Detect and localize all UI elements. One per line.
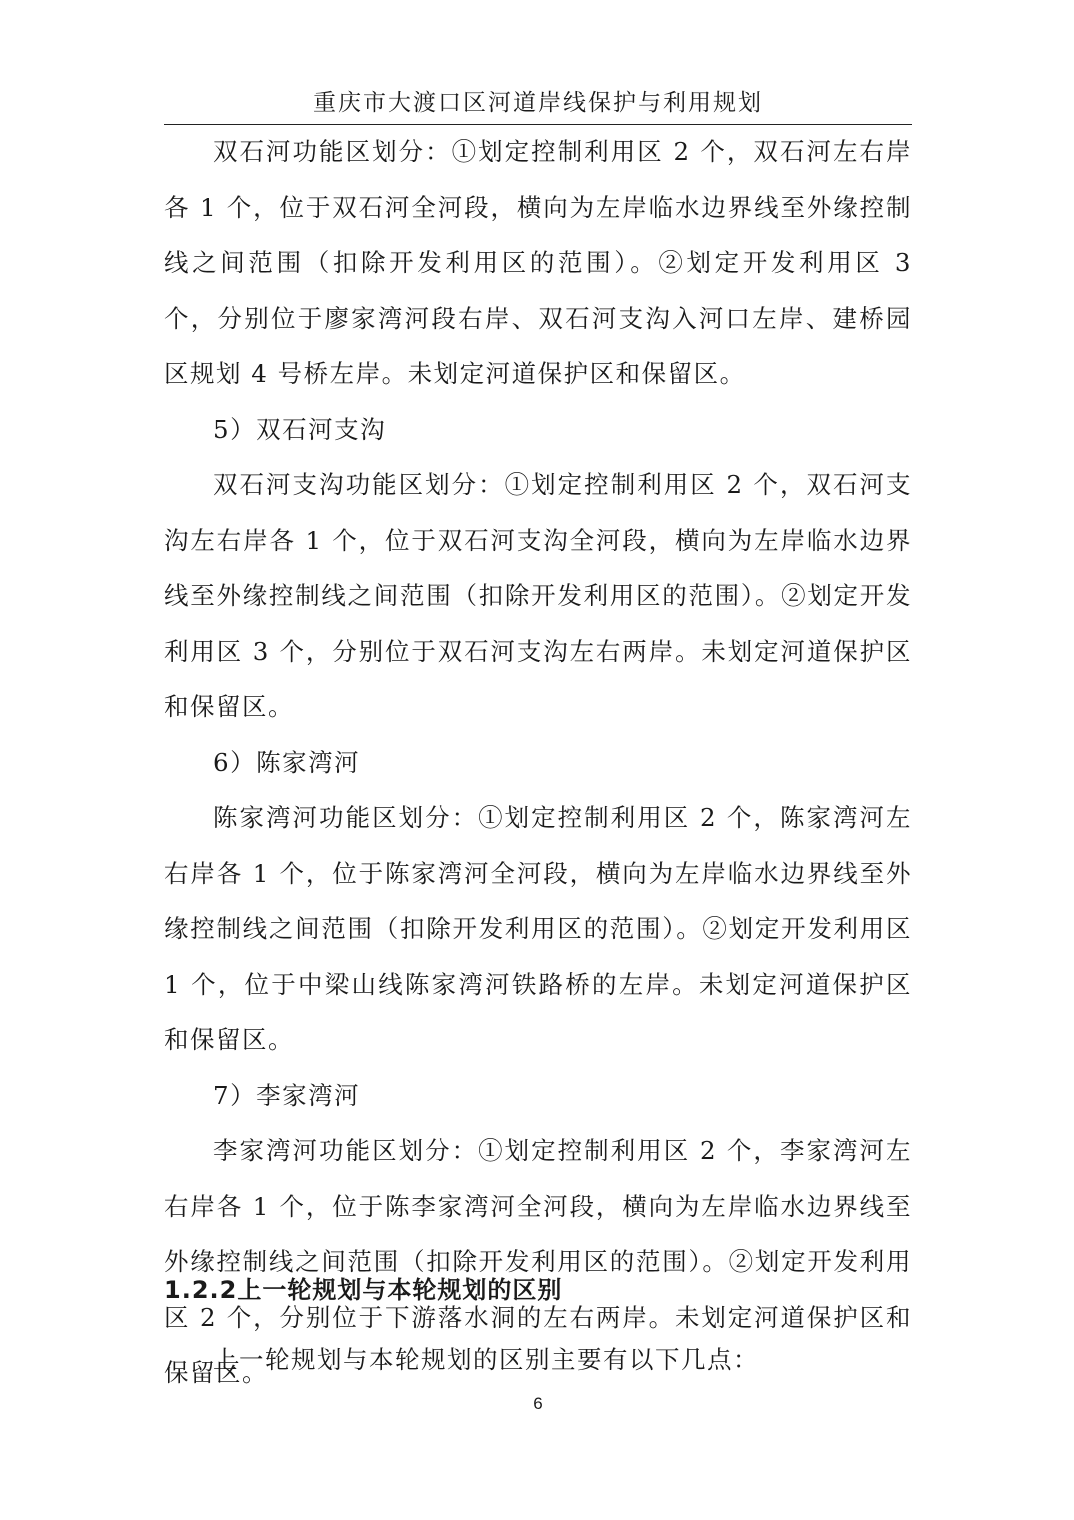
paragraph-shuangshi-branch: 双石河支沟功能区划分：①划定控制利用区 2 个，双石河支沟左右岸各 1 个，位于双石河支沟全河段，横向为左岸临水边界线至外缘控制线之间范围（扣除开发利用区的范围）。②划定开发利用区 3 个，分别位于双石河支沟左右两岸。未划定河道保护区和保留区。 bbox=[164, 470, 912, 721]
paragraph-shuangshi-river: 双石河功能区划分：①划定控制利用区 2 个，双石河左右岸各 1 个，位于双石河全河段，横向为左岸临水边界线至外缘控制线之间范围（扣除开发利用区的范围）。②划定开发利用区 3 个，分别位于廖家湾河段右岸、双石河支沟入河口左岸、建桥园区规划 4 号桥左岸。未划定河道保护区和保留区。 bbox=[164, 137, 912, 388]
list-item-7: 7）李家湾河 bbox=[213, 1080, 361, 1110]
paragraph-lijiawan-river: 李家湾河功能区划分：①划定控制利用区 2 个，李家湾河左右岸各 1 个，位于陈李家湾河全河段，横向为左岸临水边界线至外缘控制线之间范围（扣除开发利用区的范围）。②划定开发利用区 2 个，分别位于下游落水洞的左右两岸。未划定河道保护区和保留区。 bbox=[164, 1136, 912, 1387]
list-item-6: 6）陈家湾河 bbox=[213, 747, 361, 777]
list-item-5: 5）双石河支沟 bbox=[213, 414, 387, 444]
section-heading: 1.2.2上一轮规划与本轮规划的区别 bbox=[164, 1276, 563, 1304]
section-intro: 上一轮规划与本轮规划的区别主要有以下几点： bbox=[213, 1345, 759, 1374]
document-body bbox=[164, 124, 912, 1401]
page-number: 6 bbox=[533, 1394, 543, 1413]
paragraph-chenjiawan-river: 陈家湾河功能区划分：①划定控制利用区 2 个，陈家湾河左右岸各 1 个，位于陈家湾河全河段，横向为左岸临水边界线至外缘控制线之间范围（扣除开发利用区的范围）。②划定开发利用区 1 个，位于中梁山线陈家湾河铁路桥的左岸。未划定河道保护区和保留区。 bbox=[164, 803, 912, 1054]
page-header-title: 重庆市大渡口区河道岸线保护与利用规划 bbox=[313, 90, 763, 116]
